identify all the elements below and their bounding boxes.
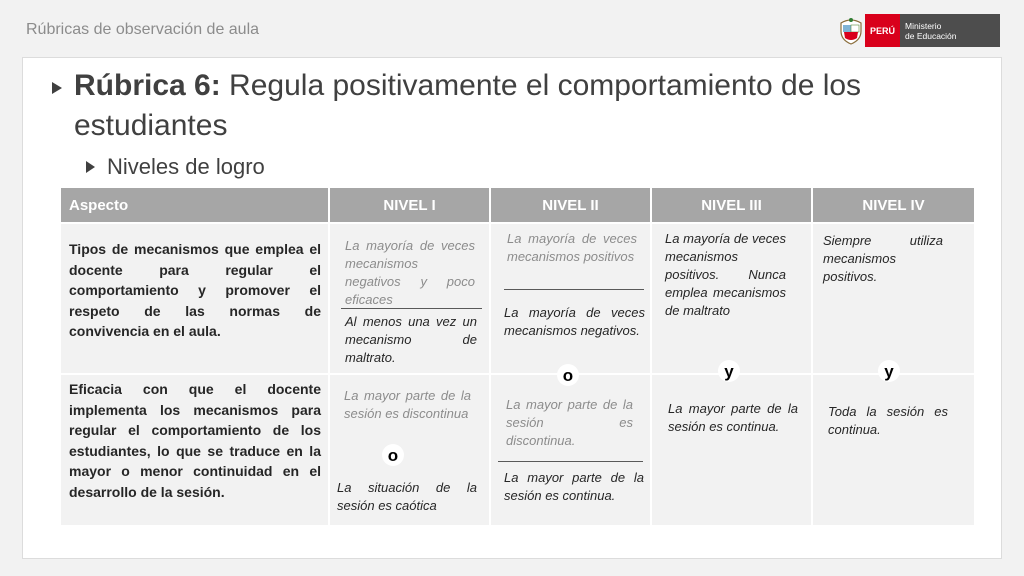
- header-nivel-1: NIVEL I: [330, 188, 489, 222]
- logo-ministry-line1: Ministerio: [905, 20, 942, 31]
- row1-nivel2-text-b: La mayoría de veces mecanismos negativos.: [504, 305, 645, 338]
- title-rest: Regula positivamente el comportamiento de los estudiantes: [74, 69, 862, 142]
- rubric-table: [61, 188, 974, 525]
- col-divider: [811, 188, 813, 525]
- row1-nivel4-text: Siempre utiliza mecanismos positivos.: [823, 233, 943, 284]
- row1-nivel3-text: La mayoría de veces mecanismos positivos. Nunca emplea mecanismos de maltrato: [665, 231, 786, 318]
- col-divider: [328, 188, 330, 525]
- row1-aspect: Tipos de mecanismos que emplea el docente para regular el comportamiento y promover el respeto de las normas de convivencia en el aula.: [69, 241, 321, 339]
- col-divider: [489, 188, 491, 525]
- row2-aspect: Eficacia con que el docente implementa los mecanismos para regular el comportamiento de los estudiantes, lo que se traduce en la mayor o menor continuidad en el desarrollo de la sesión.: [69, 381, 321, 500]
- logo-ministry-line2: de Educación: [905, 30, 957, 41]
- subtitle-row: [86, 153, 265, 181]
- header-nivel-2: NIVEL II: [491, 188, 650, 222]
- row2-nivel4-text: Toda la sesión es continua.: [828, 404, 948, 437]
- row2-nivel1-text-b: La situación de la sesión es caótica: [337, 480, 477, 513]
- row2-nivel1-text-a: La mayor parte de la sesión es discontinua: [344, 388, 471, 421]
- title-row: [52, 66, 952, 146]
- title-bold: Rúbrica 6:: [74, 69, 221, 102]
- row-divider: [61, 373, 974, 375]
- row2-nivel3-text: La mayor parte de la sesión es continua.: [668, 401, 798, 434]
- minedu-logo: [837, 14, 1000, 47]
- header-aspect: Aspecto: [61, 188, 328, 222]
- row1-nivel2-text-a: La mayoría de veces mecanismos positivos: [507, 231, 637, 264]
- row1-nivel2-separator: [504, 289, 644, 290]
- col-divider: [650, 188, 652, 525]
- header-nivel-3: NIVEL III: [652, 188, 811, 222]
- row2-nivel2-text-b: La mayor parte de la sesión es continua.: [504, 470, 644, 503]
- connector-or: o: [382, 444, 404, 466]
- slide-header: Rúbricas de observación de aula: [26, 21, 260, 38]
- logo-ministry: [900, 14, 1000, 47]
- header-nivel-4: NIVEL IV: [813, 188, 974, 222]
- header-divider: [61, 222, 974, 224]
- connector-or: o: [557, 364, 579, 386]
- coat-of-arms-icon: [837, 14, 865, 47]
- row2-nivel2-separator: [498, 461, 643, 462]
- logo-country: PERÚ: [865, 14, 900, 47]
- row2-nivel2-text-a: La mayor parte de la sesión es discontinua.: [506, 397, 633, 448]
- bullet-triangle-icon: [86, 161, 95, 173]
- connector-and: y: [878, 360, 900, 382]
- connector-and: y: [718, 360, 740, 382]
- subtitle: Niveles de logro: [107, 154, 265, 179]
- row1-nivel1-separator: [341, 308, 482, 309]
- row1-nivel1-text-a: La mayoría de veces mecanismos negativos y poco eficaces: [345, 238, 475, 307]
- bullet-triangle-icon: [52, 82, 62, 94]
- page-title: [74, 66, 952, 146]
- row1-nivel1-text-b: Al menos una vez un mecanismo de maltrato.: [345, 314, 477, 365]
